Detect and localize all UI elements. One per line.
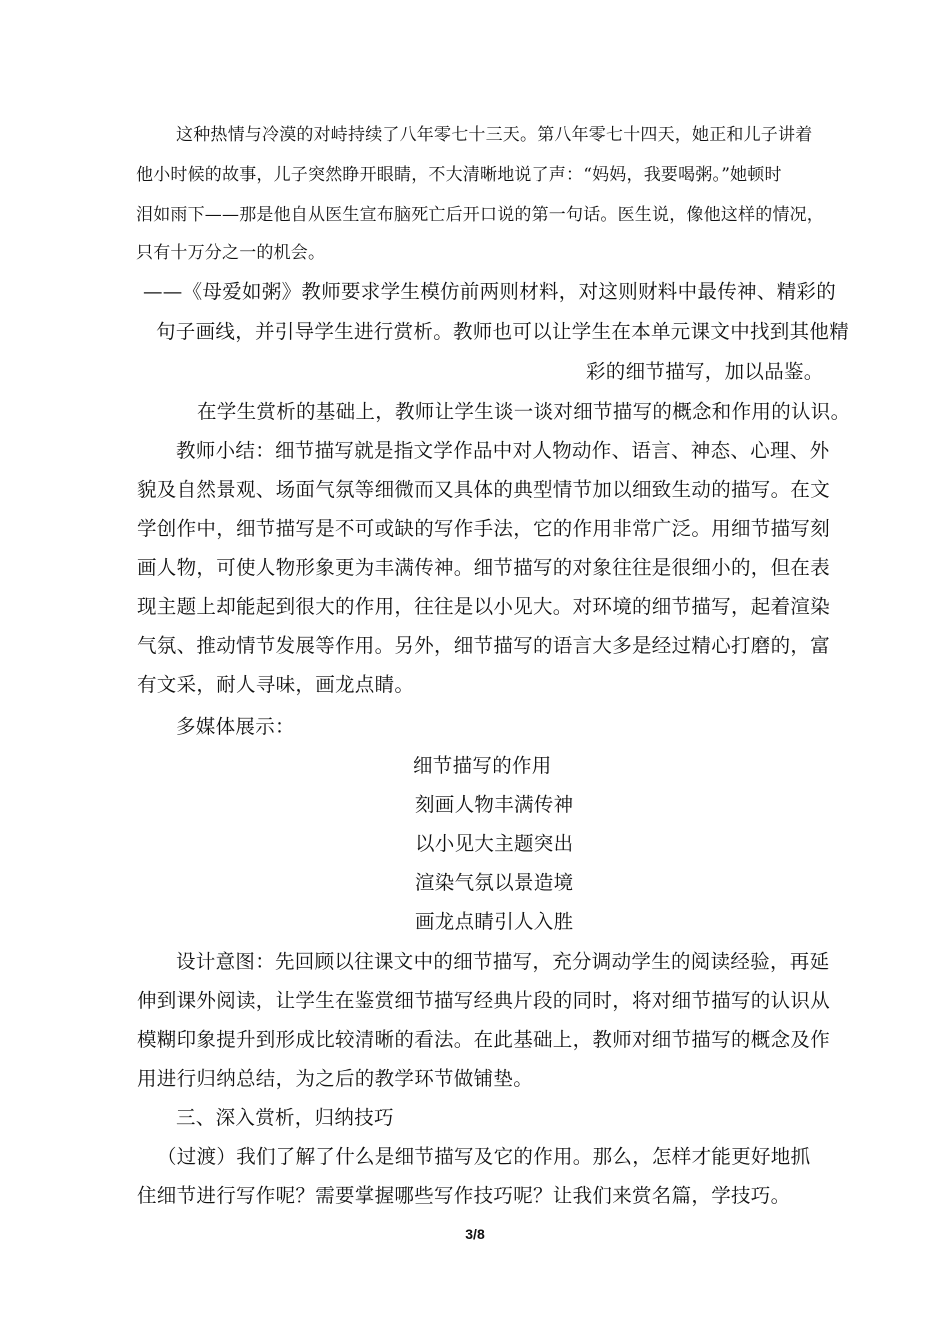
attribution-line-3: 彩的细节描写，加以品鉴。: [586, 360, 824, 383]
quote-line-4: 只有十万分之一的机会。: [136, 243, 326, 263]
media-list-item: 渲染气氛以景造境: [415, 871, 574, 894]
summary-line-3: 学创作中，细节描写是不可或缺的写作手法，它的作用非常广泛。用细节描写刻: [137, 517, 831, 540]
summary-line-7: 有文采，耐人寻味，画龙点睛。: [137, 673, 415, 696]
design-intent-line-2: 伸到课外阅读，让学生在鉴赏细节描写经典片段的同时，将对细节描写的认识从: [137, 989, 831, 1012]
media-list-item: 画龙点睛引人入胜: [415, 910, 574, 933]
summary-line-4: 画人物，可使人物形象更为丰满传神。细节描写的对象往往是很细小的，但在表: [137, 556, 831, 579]
media-label: 多媒体展示：: [176, 715, 295, 738]
design-intent-line-3: 模糊印象提升到形成比较清晰的看法。在此基础上，教师对细节描写的概念及作: [137, 1028, 831, 1051]
design-intent-line-4: 用进行归纳总结，为之后的教学环节做铺垫。: [137, 1067, 534, 1090]
media-list-item: 以小见大主题突出: [415, 832, 574, 855]
attribution-line-1: ——《母爱如粥》教师要求学生模仿前两则材料，对这则财料中最传神、精彩的: [143, 280, 837, 303]
media-list-title: 细节描写的作用: [413, 754, 552, 777]
quote-line-3: 泪如雨下——那是他自从医生宣布脑死亡后开口说的第一句话。医生说，像他这样的情况，: [136, 205, 824, 225]
quote-line-2: 他小时候的故事，儿子突然睁开眼睛，不大清晰地说了声：“妈妈，我要喝粥。”她顿时: [136, 165, 782, 185]
quote-line-1: 这种热情与冷漠的对峙持续了八年零七十三天。第八年零七十四天，她正和儿子讲着: [176, 125, 813, 145]
summary-line-5: 现主题上却能起到很大的作用，往往是以小见大。对环境的细节描写，起着渲染: [137, 595, 831, 618]
attribution-line-2: 句子画线，并引导学生进行赏析。教师也可以让学生在本单元课文中找到其他精: [156, 320, 850, 343]
summary-line-6: 气氛、推动情节发展等作用。另外，细节描写的语言大多是经过精心打磨的，富: [137, 634, 831, 657]
media-list-item: 刻画人物丰满传神: [415, 793, 574, 816]
transition-line-1: （过渡）我们了解了什么是细节描写及它的作用。那么，怎样才能更好地抓: [157, 1145, 811, 1168]
transition-line-2: 住细节进行写作呢？需要掌握哪些写作技巧呢？让我们来赏名篇，学技巧。: [137, 1184, 791, 1207]
design-intent-line-1: 设计意图：先回顾以往课文中的细节描写，充分调动学生的阅读经验，再延: [176, 950, 830, 973]
discussion-paragraph: 在学生赏析的基础上，教师让学生谈一谈对细节描写的概念和作用的认识。: [197, 400, 851, 423]
summary-line-2: 貌及自然景观、场面气氛等细微而又具体的典型情节加以细致生动的描写。在文: [137, 478, 831, 501]
summary-line-1: 教师小结：细节描写就是指文学作品中对人物动作、语言、神态、心理、外: [176, 439, 830, 462]
page-number: 3/8: [465, 1226, 485, 1242]
section-heading: 三、深入赏析，归纳技巧: [176, 1106, 394, 1129]
